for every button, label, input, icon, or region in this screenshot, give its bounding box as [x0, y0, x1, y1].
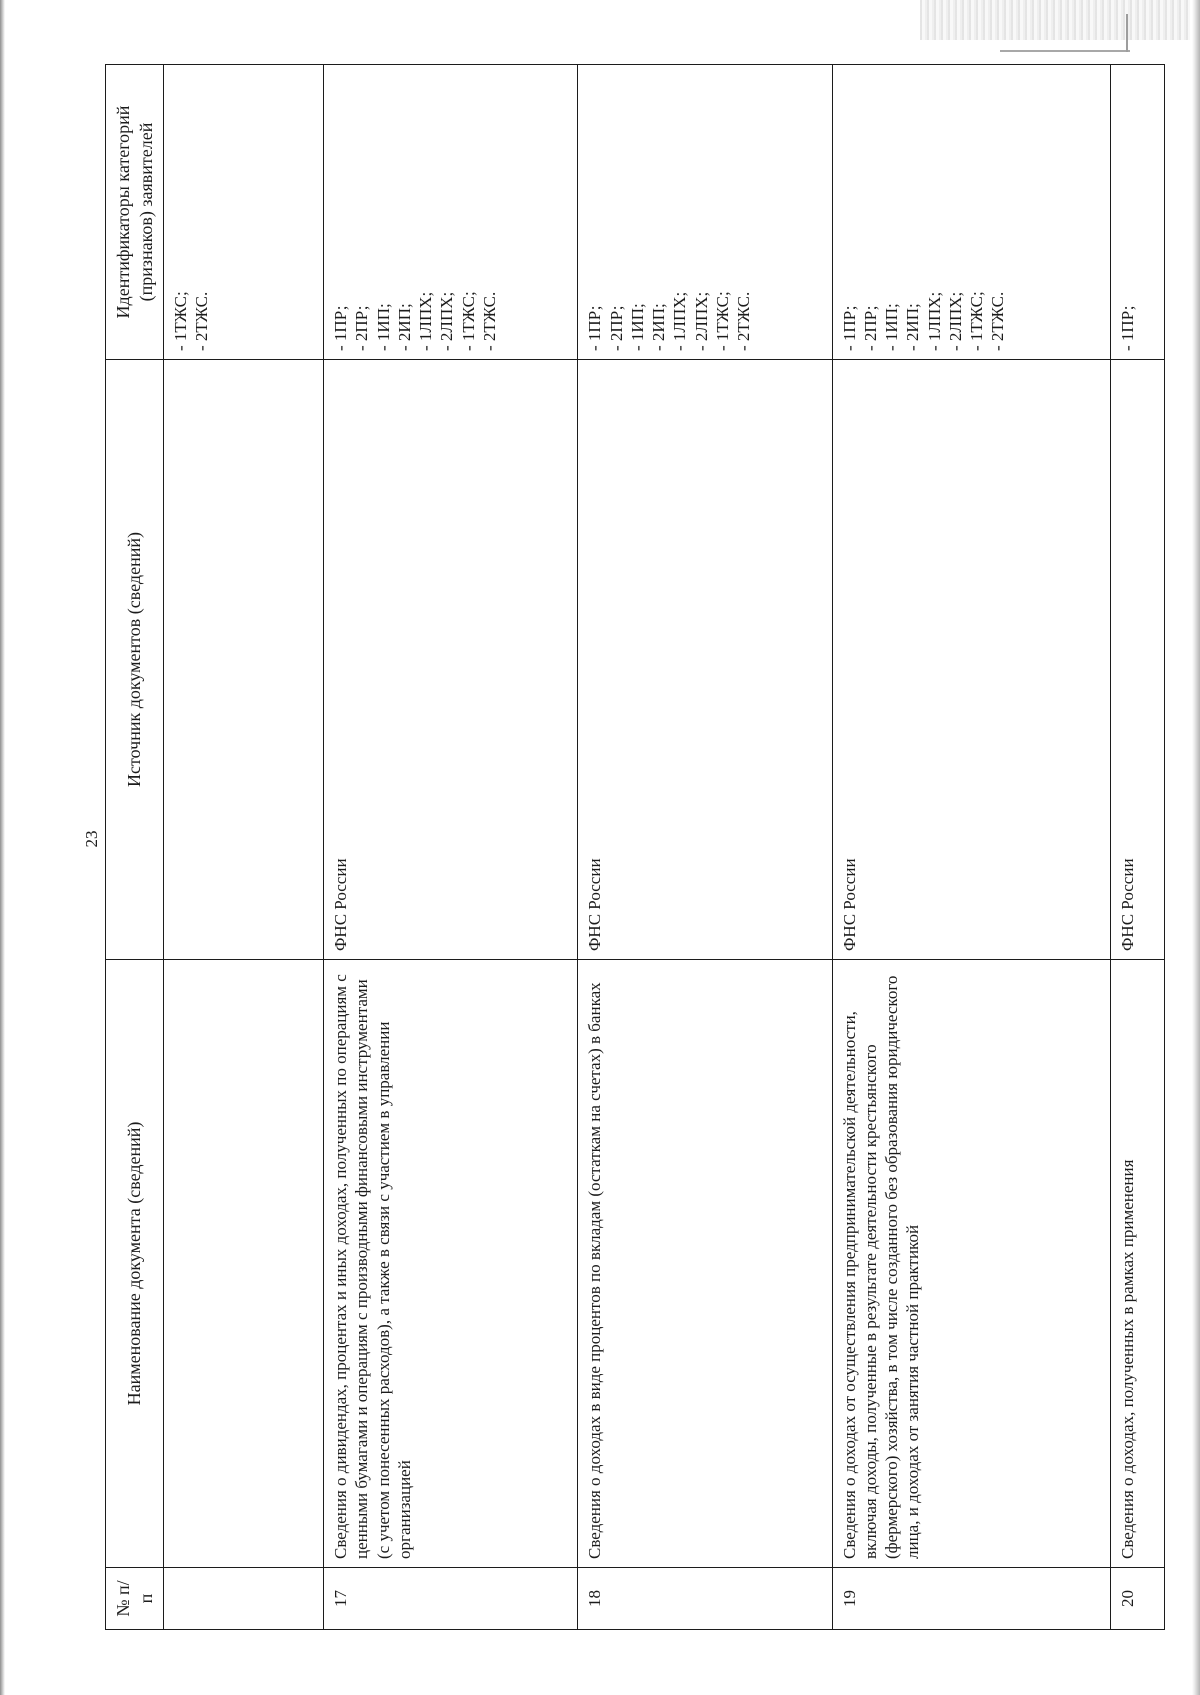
page-number: 23	[82, 830, 101, 848]
row-source: ФНС России	[578, 360, 832, 960]
row-num: 20	[1110, 1568, 1164, 1630]
id-item: - 2ПР;	[352, 305, 372, 351]
id-item: - 1ИП;	[882, 303, 902, 351]
id-item: - 2ПР;	[860, 305, 880, 351]
id-item: - 1ПР;	[585, 305, 605, 351]
id-list	[330, 73, 500, 351]
id-item: - 2ИП;	[394, 303, 414, 351]
header-name: Наименование документа (сведений)	[106, 960, 164, 1568]
id-list	[584, 73, 754, 351]
row-ids	[1110, 65, 1164, 360]
id-item: - 2ТЖС.	[192, 291, 212, 351]
documents-table	[105, 64, 1165, 1630]
id-item: - 1ТЖС;	[967, 291, 987, 351]
header-ids: Идентификаторы категорий (признаков) заявителей	[106, 65, 164, 360]
id-item: - 2ТЖС.	[734, 291, 754, 351]
row-name: Сведения о доходах в виде процентов по вкладам (остаткам на счетах) в банках	[578, 960, 832, 1568]
id-item: - 1ТЖС;	[171, 291, 190, 351]
row-source: ФНС России	[832, 360, 1110, 960]
id-item: - 1ИП;	[627, 303, 647, 351]
row-num: 17	[324, 1568, 578, 1630]
row-name	[164, 960, 324, 1568]
id-item: - 2ЛПХ;	[945, 291, 965, 351]
id-item: - 1ПР;	[1117, 305, 1137, 351]
id-item: - 2ТЖС.	[479, 291, 499, 351]
row-ids	[832, 65, 1110, 360]
row-num: 19	[832, 1568, 1110, 1630]
id-item: - 1ТЖС;	[458, 291, 478, 351]
table-row	[578, 65, 832, 1630]
id-item: - 1ПР;	[839, 305, 859, 351]
header-num: № п/п	[106, 1568, 164, 1630]
table-row	[164, 65, 324, 1630]
table-header-row	[106, 65, 164, 1630]
row-name: Сведения о доходах от осуществления предпринимательской деятельности, включая доходы, полученные в результате деятельности крестьянского (фермерского) хозяйства, в том числе созданного без образования юридического лица, и доходах от занятия частной практикой	[832, 960, 1110, 1568]
id-item: - 2ЛПХ;	[691, 291, 711, 351]
id-item: - 1ЛПХ;	[416, 291, 436, 351]
id-item: - 1ИП;	[373, 303, 393, 351]
row-name: Сведения о дивидендах, процентах и иных доходах, полученных по операциям с ценными бумагами и операциям с производными финансовыми инструментами (с учетом понесенных расходов), а также в связи с участием в управлении организацией	[324, 960, 578, 1568]
row-source: ФНС России	[1110, 360, 1164, 960]
id-item: - 1ЛПХ;	[670, 291, 690, 351]
id-list	[839, 73, 1009, 351]
table-row	[1110, 65, 1164, 1630]
table-row	[324, 65, 578, 1630]
row-ids	[324, 65, 578, 360]
id-item: - 2ИП;	[903, 303, 923, 351]
row-name: Сведения о доходах, полученных в рамках применения	[1110, 960, 1164, 1568]
id-item: - 2ЛПХ;	[437, 291, 457, 351]
row-source	[164, 360, 324, 960]
id-item: - 2ПР;	[606, 305, 626, 351]
id-list	[170, 73, 213, 351]
id-item: - 1ЛПХ;	[924, 291, 944, 351]
row-source: ФНС России	[324, 360, 578, 960]
row-ids	[578, 65, 832, 360]
header-source: Источник документов (сведений)	[106, 360, 164, 960]
id-item: - 1ТЖС;	[712, 291, 732, 351]
row-num	[164, 1568, 324, 1630]
row-ids	[164, 65, 324, 360]
table-row	[832, 65, 1110, 1630]
id-item: - 2ИП;	[649, 303, 669, 351]
row-num: 18	[578, 1568, 832, 1630]
id-item: - 1ПР;	[331, 305, 351, 351]
id-list	[1117, 73, 1138, 351]
id-item: - 2ТЖС.	[988, 291, 1008, 351]
